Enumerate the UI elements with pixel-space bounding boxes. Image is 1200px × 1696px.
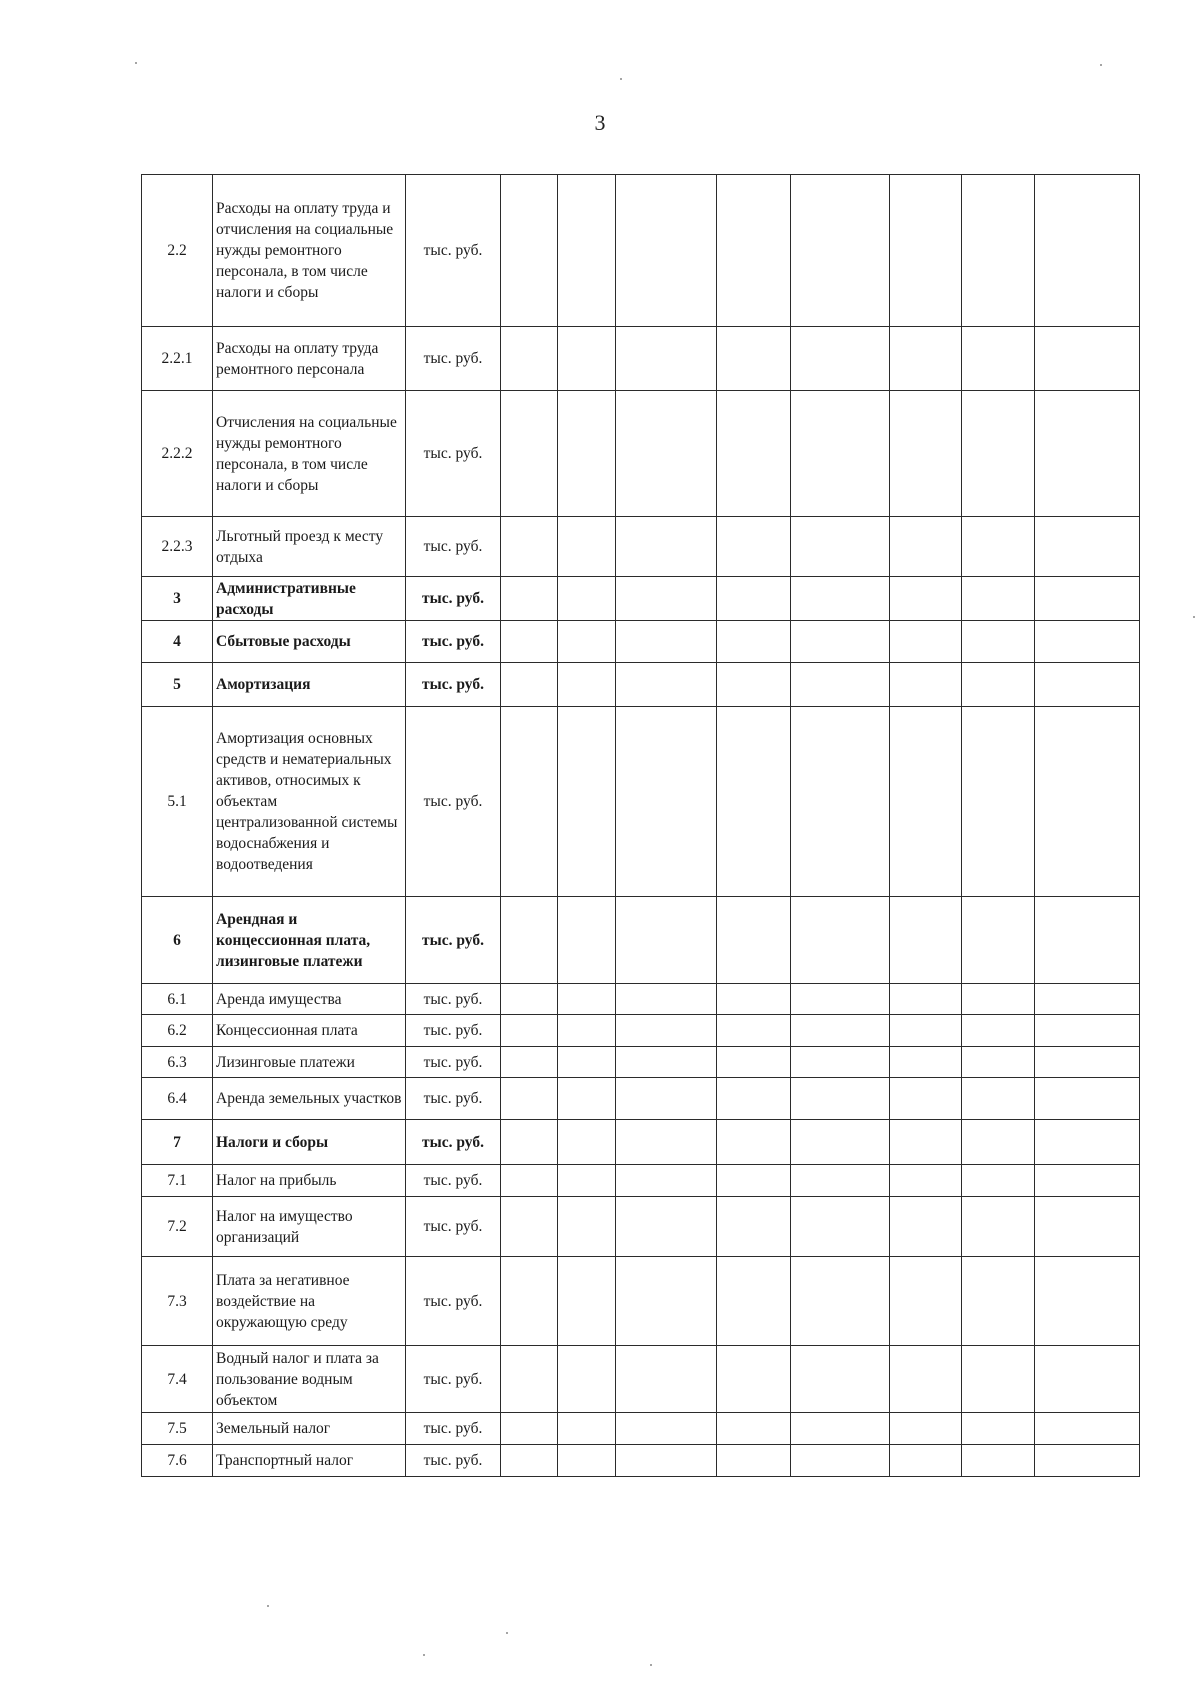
empty-value-cell: [558, 1078, 616, 1120]
row-number: 6.2: [142, 1015, 213, 1047]
empty-value-cell: [962, 1120, 1035, 1165]
empty-value-cell: [890, 663, 962, 707]
row-number: 7.3: [142, 1257, 213, 1346]
scan-speck: [267, 1605, 269, 1607]
row-name: Сбытовые расходы: [213, 621, 406, 663]
empty-value-cell: [501, 327, 558, 391]
empty-value-cell: [791, 984, 890, 1015]
empty-value-cell: [501, 577, 558, 621]
row-unit: тыс. руб.: [406, 391, 501, 517]
empty-value-cell: [616, 391, 717, 517]
empty-value-cell: [558, 577, 616, 621]
row-unit: тыс. руб.: [406, 1257, 501, 1346]
row-name: Плата за негативное воздействие на окружающую среду: [213, 1257, 406, 1346]
row-number: 7: [142, 1120, 213, 1165]
empty-value-cell: [558, 1120, 616, 1165]
row-name: Расходы на оплату труда и отчисления на социальные нужды ремонтного персонала, в том числе налоги и сборы: [213, 175, 406, 327]
empty-value-cell: [616, 984, 717, 1015]
empty-value-cell: [962, 517, 1035, 577]
empty-value-cell: [501, 1257, 558, 1346]
empty-value-cell: [1035, 1165, 1140, 1197]
scan-speck: [423, 1654, 425, 1656]
empty-value-cell: [616, 1120, 717, 1165]
empty-value-cell: [717, 577, 791, 621]
row-number: 7.1: [142, 1165, 213, 1197]
empty-value-cell: [616, 621, 717, 663]
empty-value-cell: [890, 1047, 962, 1078]
empty-value-cell: [890, 984, 962, 1015]
empty-value-cell: [501, 517, 558, 577]
empty-value-cell: [616, 1047, 717, 1078]
empty-value-cell: [890, 577, 962, 621]
table-row: [142, 517, 1140, 577]
empty-value-cell: [558, 517, 616, 577]
empty-value-cell: [1035, 1047, 1140, 1078]
empty-value-cell: [501, 1413, 558, 1445]
empty-value-cell: [1035, 517, 1140, 577]
empty-value-cell: [962, 1047, 1035, 1078]
empty-value-cell: [501, 1165, 558, 1197]
row-name: Концессионная плата: [213, 1015, 406, 1047]
empty-value-cell: [1035, 1120, 1140, 1165]
table-row: [142, 984, 1140, 1015]
budget-table-body: [142, 175, 1140, 1477]
row-number: 2.2.1: [142, 327, 213, 391]
empty-value-cell: [616, 1015, 717, 1047]
empty-value-cell: [616, 327, 717, 391]
empty-value-cell: [890, 1197, 962, 1257]
table-row: [142, 391, 1140, 517]
row-number: 6.3: [142, 1047, 213, 1078]
empty-value-cell: [717, 1047, 791, 1078]
empty-value-cell: [558, 897, 616, 984]
table-row: [142, 621, 1140, 663]
empty-value-cell: [717, 327, 791, 391]
row-name: Налоги и сборы: [213, 1120, 406, 1165]
empty-value-cell: [616, 175, 717, 327]
empty-value-cell: [791, 175, 890, 327]
row-number: 2.2: [142, 175, 213, 327]
empty-value-cell: [717, 663, 791, 707]
row-unit: тыс. руб.: [406, 1165, 501, 1197]
empty-value-cell: [791, 1413, 890, 1445]
empty-value-cell: [717, 707, 791, 897]
empty-value-cell: [558, 621, 616, 663]
empty-value-cell: [1035, 1257, 1140, 1346]
empty-value-cell: [501, 897, 558, 984]
empty-value-cell: [501, 1015, 558, 1047]
row-unit: тыс. руб.: [406, 1197, 501, 1257]
empty-value-cell: [717, 1015, 791, 1047]
empty-value-cell: [890, 1120, 962, 1165]
row-unit: тыс. руб.: [406, 327, 501, 391]
empty-value-cell: [616, 897, 717, 984]
empty-value-cell: [1035, 663, 1140, 707]
empty-value-cell: [962, 897, 1035, 984]
table-row: [142, 1015, 1140, 1047]
scan-speck: [1193, 616, 1195, 618]
row-name: Арендная и концессионная плата, лизинговые платежи: [213, 897, 406, 984]
empty-value-cell: [717, 517, 791, 577]
table-row: [142, 1346, 1140, 1413]
row-unit: тыс. руб.: [406, 517, 501, 577]
empty-value-cell: [1035, 175, 1140, 327]
empty-value-cell: [791, 391, 890, 517]
empty-value-cell: [1035, 1346, 1140, 1413]
empty-value-cell: [791, 327, 890, 391]
table-row: [142, 1257, 1140, 1346]
empty-value-cell: [558, 391, 616, 517]
empty-value-cell: [791, 517, 890, 577]
row-name: Льготный проезд к месту отдыха: [213, 517, 406, 577]
empty-value-cell: [501, 1445, 558, 1477]
table-row: [142, 1197, 1140, 1257]
row-number: 5.1: [142, 707, 213, 897]
empty-value-cell: [791, 577, 890, 621]
row-unit: тыс. руб.: [406, 621, 501, 663]
empty-value-cell: [717, 1445, 791, 1477]
row-number: 2.2.3: [142, 517, 213, 577]
empty-value-cell: [962, 984, 1035, 1015]
row-unit: тыс. руб.: [406, 897, 501, 984]
empty-value-cell: [616, 517, 717, 577]
empty-value-cell: [791, 1445, 890, 1477]
empty-value-cell: [1035, 391, 1140, 517]
empty-value-cell: [717, 897, 791, 984]
row-number: 7.5: [142, 1413, 213, 1445]
row-unit: тыс. руб.: [406, 1078, 501, 1120]
row-name: Налог на прибыль: [213, 1165, 406, 1197]
empty-value-cell: [558, 663, 616, 707]
scan-speck: [1100, 64, 1102, 66]
table-row: [142, 175, 1140, 327]
empty-value-cell: [616, 707, 717, 897]
empty-value-cell: [1035, 327, 1140, 391]
empty-value-cell: [962, 327, 1035, 391]
row-name: Административные расходы: [213, 577, 406, 621]
empty-value-cell: [501, 175, 558, 327]
empty-value-cell: [890, 517, 962, 577]
row-number: 7.6: [142, 1445, 213, 1477]
table-row: [142, 1120, 1140, 1165]
empty-value-cell: [962, 1165, 1035, 1197]
empty-value-cell: [501, 707, 558, 897]
row-name: Расходы на оплату труда ремонтного персонала: [213, 327, 406, 391]
row-name: Амортизация: [213, 663, 406, 707]
row-unit: тыс. руб.: [406, 1047, 501, 1078]
empty-value-cell: [616, 663, 717, 707]
empty-value-cell: [558, 1413, 616, 1445]
row-number: 3: [142, 577, 213, 621]
row-name: Отчисления на социальные нужды ремонтного персонала, в том числе налоги и сборы: [213, 391, 406, 517]
empty-value-cell: [501, 1120, 558, 1165]
scan-speck: [650, 1664, 652, 1666]
empty-value-cell: [890, 327, 962, 391]
empty-value-cell: [890, 1257, 962, 1346]
empty-value-cell: [962, 1078, 1035, 1120]
empty-value-cell: [791, 1047, 890, 1078]
empty-value-cell: [717, 1165, 791, 1197]
row-name: Земельный налог: [213, 1413, 406, 1445]
empty-value-cell: [890, 391, 962, 517]
empty-value-cell: [890, 707, 962, 897]
row-name: Водный налог и плата за пользование водным объектом: [213, 1346, 406, 1413]
empty-value-cell: [558, 1047, 616, 1078]
table-row: [142, 1445, 1140, 1477]
empty-value-cell: [717, 1078, 791, 1120]
empty-value-cell: [1035, 984, 1140, 1015]
row-unit: тыс. руб.: [406, 577, 501, 621]
empty-value-cell: [616, 1445, 717, 1477]
empty-value-cell: [791, 663, 890, 707]
empty-value-cell: [558, 1445, 616, 1477]
table-row: [142, 1165, 1140, 1197]
empty-value-cell: [962, 1015, 1035, 1047]
empty-value-cell: [791, 897, 890, 984]
scan-speck: [620, 78, 622, 80]
row-number: 7.4: [142, 1346, 213, 1413]
empty-value-cell: [501, 984, 558, 1015]
empty-value-cell: [558, 984, 616, 1015]
row-unit: тыс. руб.: [406, 984, 501, 1015]
row-number: 4: [142, 621, 213, 663]
empty-value-cell: [501, 663, 558, 707]
row-name: Аренда земельных участков: [213, 1078, 406, 1120]
row-name: Амортизация основных средств и нематериальных активов, относимых к объектам централизованной системы водоснабжения и водоотведения: [213, 707, 406, 897]
empty-value-cell: [1035, 897, 1140, 984]
empty-value-cell: [558, 327, 616, 391]
row-unit: тыс. руб.: [406, 175, 501, 327]
empty-value-cell: [1035, 707, 1140, 897]
row-unit: тыс. руб.: [406, 1413, 501, 1445]
row-name: Транспортный налог: [213, 1445, 406, 1477]
empty-value-cell: [1035, 1015, 1140, 1047]
empty-value-cell: [791, 1257, 890, 1346]
empty-value-cell: [962, 707, 1035, 897]
empty-value-cell: [890, 621, 962, 663]
empty-value-cell: [890, 175, 962, 327]
empty-value-cell: [616, 1197, 717, 1257]
row-number: 5: [142, 663, 213, 707]
empty-value-cell: [717, 1413, 791, 1445]
empty-value-cell: [890, 1346, 962, 1413]
empty-value-cell: [558, 707, 616, 897]
table-row: [142, 897, 1140, 984]
empty-value-cell: [501, 1346, 558, 1413]
empty-value-cell: [717, 1346, 791, 1413]
row-unit: тыс. руб.: [406, 707, 501, 897]
empty-value-cell: [791, 1197, 890, 1257]
scan-speck: [506, 1632, 508, 1634]
empty-value-cell: [501, 1047, 558, 1078]
row-name: Лизинговые платежи: [213, 1047, 406, 1078]
empty-value-cell: [962, 577, 1035, 621]
empty-value-cell: [717, 391, 791, 517]
empty-value-cell: [558, 1257, 616, 1346]
row-unit: тыс. руб.: [406, 1346, 501, 1413]
empty-value-cell: [717, 1257, 791, 1346]
empty-value-cell: [501, 621, 558, 663]
empty-value-cell: [890, 1078, 962, 1120]
empty-value-cell: [890, 1015, 962, 1047]
table-row: [142, 577, 1140, 621]
empty-value-cell: [616, 1078, 717, 1120]
empty-value-cell: [962, 1413, 1035, 1445]
table-row: [142, 1078, 1140, 1120]
empty-value-cell: [1035, 1078, 1140, 1120]
empty-value-cell: [890, 897, 962, 984]
empty-value-cell: [791, 1165, 890, 1197]
row-unit: тыс. руб.: [406, 663, 501, 707]
row-name: Налог на имущество организаций: [213, 1197, 406, 1257]
page-number: 3: [594, 110, 606, 135]
empty-value-cell: [501, 1078, 558, 1120]
table-row: [142, 327, 1140, 391]
empty-value-cell: [962, 391, 1035, 517]
empty-value-cell: [717, 175, 791, 327]
row-number: 6: [142, 897, 213, 984]
empty-value-cell: [717, 621, 791, 663]
empty-value-cell: [616, 1165, 717, 1197]
empty-value-cell: [501, 1197, 558, 1257]
row-number: 7.2: [142, 1197, 213, 1257]
empty-value-cell: [558, 1015, 616, 1047]
empty-value-cell: [791, 1120, 890, 1165]
empty-value-cell: [616, 1346, 717, 1413]
table-row: [142, 663, 1140, 707]
empty-value-cell: [1035, 621, 1140, 663]
row-name: Аренда имущества: [213, 984, 406, 1015]
empty-value-cell: [890, 1445, 962, 1477]
empty-value-cell: [962, 1197, 1035, 1257]
empty-value-cell: [1035, 1197, 1140, 1257]
empty-value-cell: [962, 175, 1035, 327]
empty-value-cell: [890, 1165, 962, 1197]
empty-value-cell: [962, 1445, 1035, 1477]
empty-value-cell: [791, 621, 890, 663]
empty-value-cell: [962, 1257, 1035, 1346]
empty-value-cell: [791, 1346, 890, 1413]
row-number: 6.1: [142, 984, 213, 1015]
empty-value-cell: [558, 1346, 616, 1413]
empty-value-cell: [616, 1257, 717, 1346]
budget-table: [141, 174, 1140, 1477]
empty-value-cell: [1035, 1413, 1140, 1445]
empty-value-cell: [791, 1015, 890, 1047]
empty-value-cell: [791, 707, 890, 897]
row-unit: тыс. руб.: [406, 1445, 501, 1477]
empty-value-cell: [962, 1346, 1035, 1413]
empty-value-cell: [616, 577, 717, 621]
empty-value-cell: [717, 1197, 791, 1257]
empty-value-cell: [962, 663, 1035, 707]
empty-value-cell: [558, 1165, 616, 1197]
row-unit: тыс. руб.: [406, 1120, 501, 1165]
empty-value-cell: [616, 1413, 717, 1445]
empty-value-cell: [501, 391, 558, 517]
row-unit: тыс. руб.: [406, 1015, 501, 1047]
empty-value-cell: [717, 984, 791, 1015]
empty-value-cell: [717, 1120, 791, 1165]
empty-value-cell: [558, 175, 616, 327]
empty-value-cell: [791, 1078, 890, 1120]
row-number: 6.4: [142, 1078, 213, 1120]
empty-value-cell: [1035, 1445, 1140, 1477]
empty-value-cell: [558, 1197, 616, 1257]
table-row: [142, 707, 1140, 897]
empty-value-cell: [962, 621, 1035, 663]
table-row: [142, 1047, 1140, 1078]
scan-speck: [135, 62, 137, 64]
empty-value-cell: [1035, 577, 1140, 621]
table-row: [142, 1413, 1140, 1445]
empty-value-cell: [890, 1413, 962, 1445]
row-number: 2.2.2: [142, 391, 213, 517]
